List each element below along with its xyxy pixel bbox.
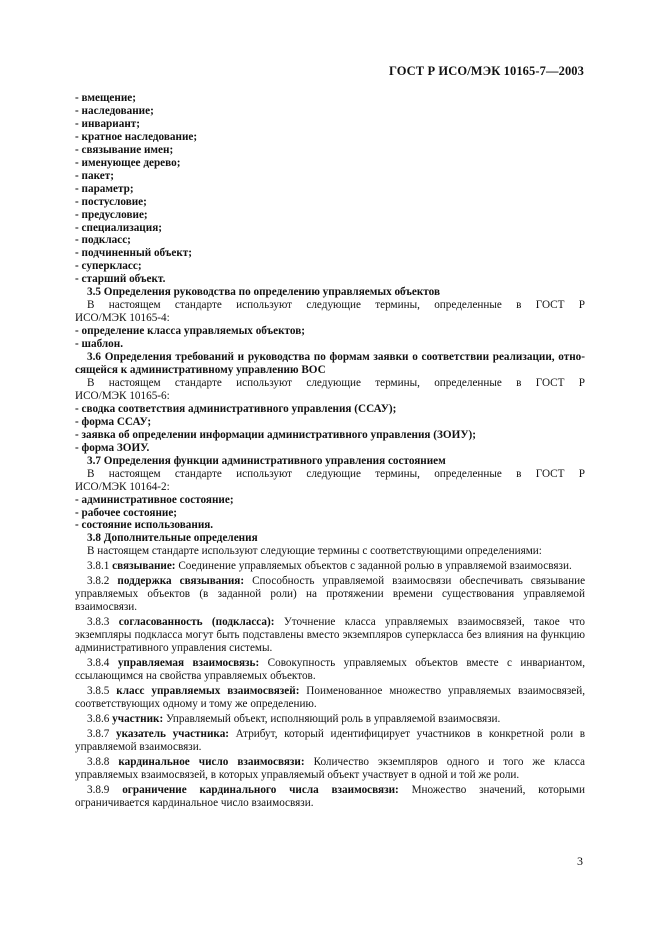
list-item: - связывание имен; [75, 144, 585, 157]
section-heading-3-8: 3.8 Дополнительные определения [87, 532, 258, 545]
list-item: - состояние использования. [75, 519, 585, 532]
list-item: - специализация; [75, 222, 585, 235]
list-item: - старший объект. [75, 273, 585, 286]
def-number: 3.8.3 [87, 616, 110, 629]
def-text: Управляемый объект, исполняющий роль в управляемой взаимосвязи. [166, 712, 501, 725]
def-number: 3.8.4 [87, 656, 110, 669]
definition-3-8-7 [75, 728, 585, 754]
list-item: - шаблон. [75, 338, 585, 351]
definition-3-8-2 [75, 575, 585, 614]
list-item: - рабочее состояние; [75, 507, 585, 520]
def-term: участник: [112, 712, 164, 725]
def-text: Атрибут, который идентифицирует участников в конкретной роли в управляемой взаимосвязи. [75, 727, 585, 753]
list-item: - постусловие; [75, 196, 585, 209]
definition-3-8-8 [75, 756, 585, 782]
def-number: 3.8.6 [87, 712, 110, 725]
list-item: - подкласс; [75, 234, 585, 247]
def-text: Соединение управляемых объектов с заданной ролью в управляемой взаимосвязи. [178, 560, 572, 573]
section-heading-3-5: 3.5 Определения руководства по определению управляемых объектов [87, 286, 441, 299]
list-item: - кратное наследование; [75, 131, 585, 144]
def-text: Уточнение класса управляемых взаимосвязей, такое что экземпляры подкласса могут быть подставлены вместо экземпляров суперкласса без влияния на функцию административного управления системы. [75, 616, 586, 655]
list-item: - пакет; [75, 170, 585, 183]
definition-3-8-5 [75, 685, 585, 711]
list-item: - суперкласс; [75, 260, 585, 273]
list-item: - заявка об определении информации административного управления (ЗОИУ); [75, 429, 585, 442]
list-item: - именующее дерево; [75, 157, 585, 170]
section-intro-cont: ИСО/МЭК 10164-2: [75, 480, 170, 493]
def-term: поддержка связывания: [117, 575, 245, 588]
section-intro-cont: ИСО/МЭК 10165-4: [75, 312, 170, 325]
page-number: 3 [577, 854, 583, 868]
def-number: 3.8.5 [87, 684, 110, 697]
list-item: - определение класса управляемых объектов; [75, 325, 585, 338]
definition-3-8-3 [75, 616, 585, 655]
list-item: - наследование; [75, 105, 585, 118]
list-item: - административное состояние; [75, 494, 585, 507]
list-item: - вмещение; [75, 92, 585, 105]
definition-3-8-1 [75, 560, 585, 573]
section-heading-3-7: 3.7 Определения функции административного управления состоянием [87, 454, 446, 467]
def-number: 3.8.2 [87, 575, 110, 588]
section-intro-cont: ИСО/МЭК 10165-6: [75, 389, 170, 402]
definition-3-8-6 [75, 713, 585, 726]
def-text: Поименованное множество управляемых взаимосвязей, соответствующих одному и тому же определению. [75, 684, 586, 710]
section-intro: В настоящем стандарте используют следующие термины, определенные в ГОСТ Р [87, 376, 585, 389]
def-term: класс управляемых взаимосвязей: [116, 684, 300, 697]
def-text: Количество экземпляров одного и того же класса управляемых взаимосвязей, в которых управляемый объект участвует в одной и той же роли. [75, 755, 585, 781]
def-term: ограничение кардинального числа взаимосвязи: [122, 783, 399, 796]
def-number: 3.8.7 [87, 727, 110, 740]
def-term: связывание: [112, 560, 176, 573]
def-text: Множество значений, которыми ограничивается кардинальное число взаимосвязи. [75, 783, 585, 809]
list-item: - форма ЗОИУ. [75, 442, 585, 455]
page-body [75, 92, 585, 809]
def-term: согласованность (подкласса): [118, 616, 275, 629]
def-term: кардинальное число взаимосвязи: [118, 755, 305, 768]
section-intro: В настоящем стандарте используют следующие термины с соответствующими определениями: [87, 545, 542, 558]
def-term: указатель участника: [116, 727, 230, 740]
definition-3-8-4 [75, 657, 585, 683]
section-intro: В настоящем стандарте используют следующие термины, определенные в ГОСТ Р [87, 467, 585, 480]
def-text: Совокупность управляемых объектов вместе с инвариантом, ссылающимся на свойства управляемых объектов. [75, 656, 586, 682]
definition-3-8-9 [75, 784, 585, 810]
list-item: - сводка соответствия административного управления (ССАУ); [75, 403, 585, 416]
def-term: управляемая взаимосвязь: [117, 656, 260, 669]
list-item: - предусловие; [75, 209, 585, 222]
list-item: - инвариант; [75, 118, 585, 131]
section-heading-3-6: 3.6 Определения требований и руководства по формам заявки о соответствии реализации, отно- [87, 351, 585, 364]
list-item: - подчиненный объект; [75, 247, 585, 260]
list-item: - параметр; [75, 183, 585, 196]
def-number: 3.8.9 [87, 783, 110, 796]
section-intro: В настоящем стандарте используют следующие термины, определенные в ГОСТ Р [87, 299, 585, 312]
def-number: 3.8.1 [87, 560, 110, 573]
def-text: Способность управляемой взаимосвязи обеспечивать связывание управляемых объектов (в заданной роли) на протяжении времени существования управляемой взаимосвязи. [75, 575, 586, 614]
list-item: - форма ССАУ; [75, 416, 585, 429]
section-heading-3-6-cont: сящейся к административному управлению ВОС [75, 364, 326, 377]
def-number: 3.8.8 [87, 755, 110, 768]
running-header: ГОСТ Р ИСО/МЭК 10165-7—2003 [388, 64, 584, 78]
